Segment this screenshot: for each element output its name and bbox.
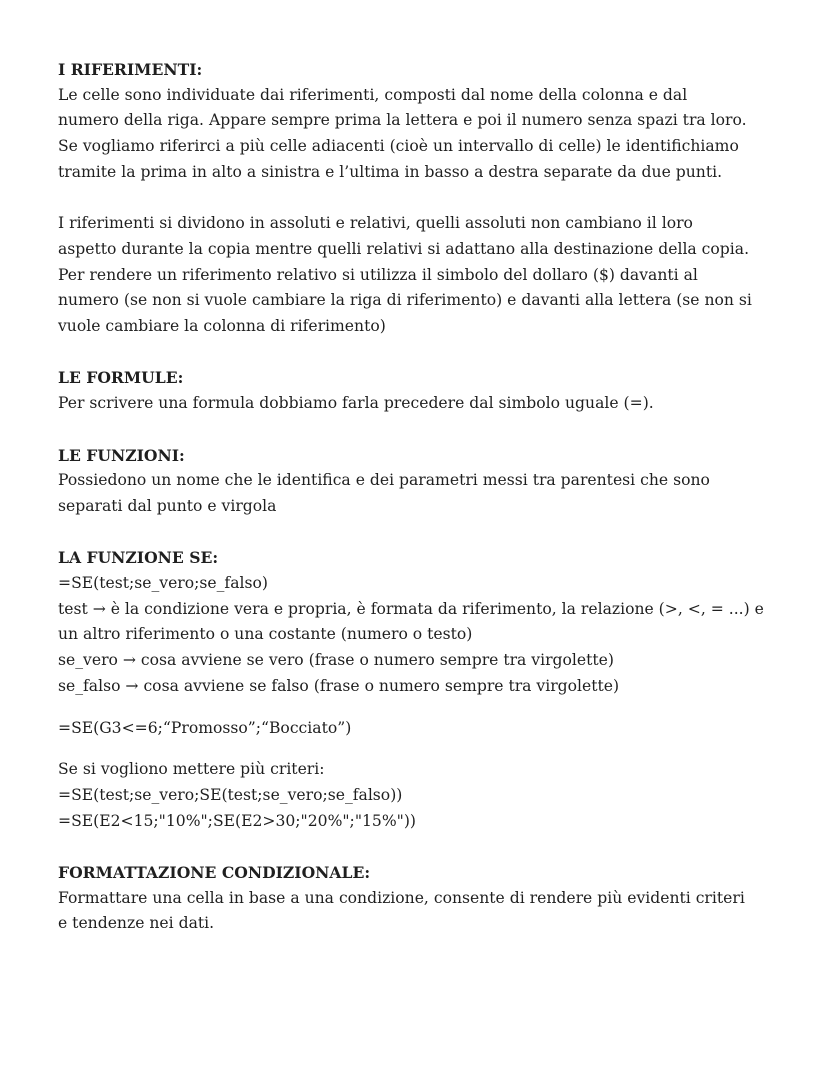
text-line: Se vogliamo riferirci a più celle adiacenti (cioè un intervallo di celle) le identifichiamo [58, 137, 739, 156]
text-line: tramite la prima in alto a sinistra e l’ultima in basso a destra separate da due punti. [58, 162, 723, 181]
text-line: Se si vogliono mettere più criteri: [58, 760, 325, 779]
text-line: Formattare una cella in base a una condizione, consente di rendere più evidenti criteri [58, 888, 745, 907]
text-line: test → è la condizione vera e propria, è formata da riferimento, la relazione (>, <, = ...) e [58, 599, 764, 618]
text-line: se_falso → cosa avviene se falso (frase o numero sempre tra virgolette) [58, 676, 620, 695]
text-line: numero della riga. Appare sempre prima la lettera e poi il numero senza spazi tra loro. [58, 111, 747, 130]
heading-funzioni: LE FUNZIONI: [58, 445, 185, 465]
text-line: vuole cambiare la colonna di riferimento) [58, 317, 386, 336]
riferimenti-paragraph-2 [58, 211, 778, 340]
heading-formattazione: FORMATTAZIONE CONDIZIONALE: [58, 863, 371, 883]
formula-nested-example: =SE(E2<15;"10%";SE(E2>30;"20%";"15%")) [58, 811, 416, 830]
text-line: Per scrivere una formula dobbiamo farla precedere dal simbolo uguale (=). [58, 394, 654, 413]
text-line: Le celle sono individuate dai riferimenti, composti dal nome della colonna e dal [58, 85, 688, 104]
document-page [58, 57, 778, 937]
text-line: un altro riferimento o una costante (numero o testo) [58, 625, 473, 644]
formula-example: =SE(G3<=6;“Promosso”;“Bocciato”) [58, 718, 352, 737]
text-line: I riferimenti si dividono in assoluti e relativi, quelli assoluti non cambiano il loro [58, 214, 693, 233]
text-line: e tendenze nei dati. [58, 914, 215, 933]
text-line: separati dal punto e virgola [58, 496, 277, 515]
text-line: se_vero → cosa avviene se vero (frase o numero sempre tra virgolette) [58, 651, 614, 670]
text-line: Per rendere un riferimento relativo si utilizza il simbolo del dollaro ($) davanti al [58, 265, 698, 284]
text-line: aspetto durante la copia mentre quelli relativi si adattano alla destinazione della copia. [58, 239, 750, 258]
formula-syntax: =SE(test;se_vero;se_falso) [58, 574, 268, 592]
formula-nested-syntax: =SE(test;se_vero;SE(test;se_vero;se_falso)) [58, 785, 403, 804]
heading-formule: LE FORMULE: [58, 368, 184, 388]
riferimenti-paragraph-1 [58, 83, 778, 186]
text-line: Possiedono un nome che le identifica e dei parametri messi tra parentesi che sono [58, 471, 710, 490]
heading-riferimenti: I RIFERIMENTI: [58, 60, 203, 79]
text-line: numero (se non si vuole cambiare la riga di riferimento) e davanti alla lettera (se non si [58, 291, 752, 310]
heading-funzione-se: LA FUNZIONE SE: [58, 548, 219, 568]
